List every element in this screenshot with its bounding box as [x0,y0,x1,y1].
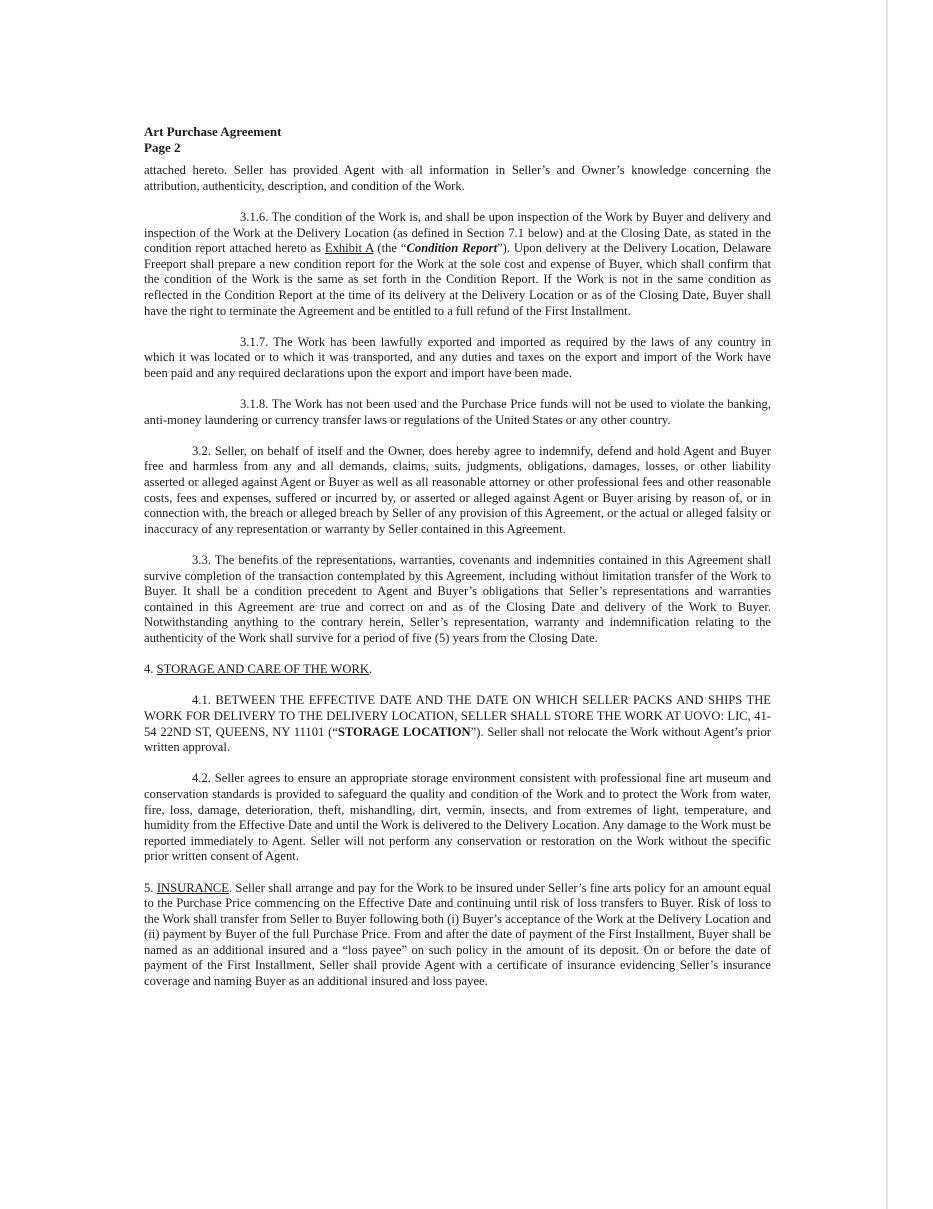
page-edge-line [886,0,888,1209]
defined-term-storage-location: STORAGE LOCATION [337,724,471,739]
paragraph-intro: attached hereto. Seller has provided Agent with all information in Seller’s and Owner’s knowledge concerning the attribution, authenticity, description, and condition of the Work. [144,163,771,193]
section-4-title: STORAGE AND CARE OF THE WORK [156,662,369,677]
section-5: 5. INSURANCE. Seller shall arrange and pay for the Work to be insured under Seller’s fine arts policy for an amount equal to the Purchase Price commencing on the Effective Date and continuing until risk of loss transfers to Buyer. Risk of loss to the Work shall transfer from Seller to Buyer following both (i) Buyer’s acceptance of the Work at the Delivery Location and (ii) payment by Buyer of the full Purchase Price. From and after the date of payment of the First Installment, Buyer shall be named as an additional insured and a “loss payee” on such policy in the amount of its deposit. On or before the date of payment of the First Installment, Seller shall provide Agent with a certificate of insurance evidencing Seller’s insurance coverage and naming Buyer as an additional insured and loss payee. [144,880,771,989]
section-5-title: INSURANCE [156,880,229,895]
section-4-heading: 4. STORAGE AND CARE OF THE WORK. [144,662,373,677]
exhibit-a-reference: Exhibit A [324,241,374,256]
section-3-2: 3.2. Seller, on behalf of itself and the Owner, does hereby agree to indemnify, defend and hold Agent and Buyer free and harmless from any and all demands, claims, suits, judgments, obligations, damages, losses, or other liability asserted or alleged against Agent or Buyer as well as all reasonable attorney or other professional fees and other reasonable costs, fees and expenses, suffered or incurred by, or asserted or alleged against Agent or Buyer arising by reason of, or in connection with, the breach or alleged breach by Seller of any provision of this Agreement, or the actual or alleged falsity or inaccuracy of any representation or warranty by Seller contained in this Agreement. [144,443,771,536]
section-3-1-6: 3.1.6. The condition of the Work is, and shall be upon inspection of the Work by Buyer and delivery and inspection of the Work at the Delivery Location (as defined in Section 7.1 below) and at the Closing Date, as stated in the condition report attached hereto as Exhibit A (the “Condition Report”). Upon delivery at the Delivery Location, Delaware Freeport shall prepare a new condition report for the Work at the sole cost and expense of Buyer, which shall confirm that the condition of the Work is the same as set forth in the Condition Report. If the Work is not in the same condition as reflected in the Condition Report at the time of its delivery at the Delivery Location or as of the Closing Date, Buyer shall have the right to terminate the Agreement and be entitled to a full refund of the First Installment. [144,209,772,318]
section-4-1: 4.1. BETWEEN THE EFFECTIVE DATE AND THE DATE ON WHICH SELLER PACKS AND SHIPS THE WORK FOR DELIVERY TO THE DELIVERY LOCATION, SELLER SHALL STORE THE WORK AT UOVO: LIC, 41-54 22ND ST, QUEENS, NY 11101 (“STORAGE LOCATION”). Seller shall not relocate the Work without Agent’s prior written approval. [144,693,771,755]
document-title: Art Purchase Agreement [144,124,282,139]
section-3-1-7: 3.1.7. The Work has been lawfully exported and imported as required by the laws of any country in which it was located or to which it was transported, and any duties and taxes on the export and import of the Work have been paid and any required declarations upon the export and import have been made. [144,334,771,380]
document-body [144,124,771,1005]
defined-term-condition-report: Condition Report [406,241,498,256]
section-3-1-8: 3.1.8. The Work has not been used and the Purchase Price funds will not be used to violate the banking, anti-money laundering or currency transfer laws or regulations of the United States or any other country. [144,397,771,427]
section-4-2: 4.2. Seller agrees to ensure an appropriate storage environment consistent with professional fine art museum and conservation standards is provided to safeguard the quality and condition of the Work and to protect the Work from water, fire, loss, damage, deterioration, theft, mishandling, dirt, vermin, insects, and from extremes of light, temperature, and humidity from the Effective Date and until the Work is delivered to the Delivery Location. Any damage to the Work must be reported immediately to Agent. Seller will not perform any conservation or restoration on the Work without the specific prior written consent of Agent. [144,771,771,864]
section-3-3: 3.3. The benefits of the representations, warranties, covenants and indemnities contained in this Agreement shall survive completion of the transaction contemplated by this Agreement, including without limitation transfer of the Work to Buyer. It shall be a condition precedent to Agent and Buyer’s obligations that Seller’s representations and warranties contained in this Agreement are true and correct on and as of the Closing Date and delivery of the Work to Buyer. Notwithstanding anything to the contrary herein, Seller’s representation, warranty and indemnification relating to the authenticity of the Work shall survive for a period of five (5) years from the Closing Date. [144,553,771,645]
page-number: Page 2 [144,139,181,155]
